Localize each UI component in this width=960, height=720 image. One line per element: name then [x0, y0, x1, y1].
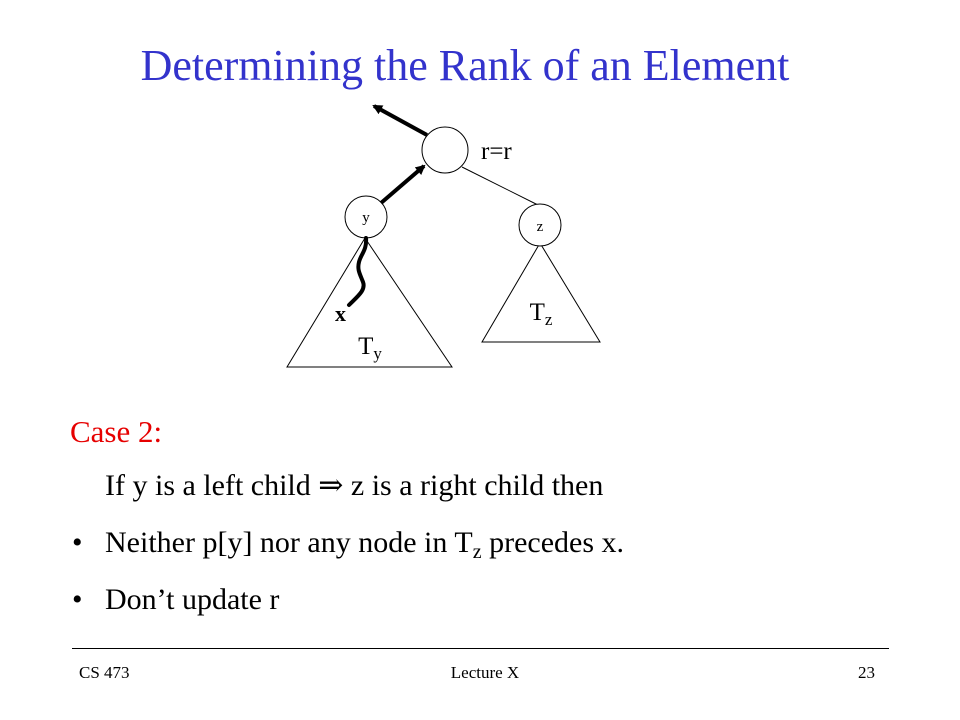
- subtree-z-label: $T_z$: [529, 299, 553, 329]
- x-label: x: [335, 301, 346, 326]
- path-x-to-y: [349, 238, 366, 305]
- subtree-y-label: $T_y$: [358, 333, 382, 363]
- node-y-label: y: [362, 210, 370, 226]
- footer-lecture: Lecture X: [450, 663, 520, 682]
- arrow-root-to-parent: [374, 106, 427, 135]
- bullet-marker-1: •: [72, 526, 83, 559]
- subtree-triangle-z: [482, 243, 600, 342]
- condition-line: If y is a left child ⇒ z is a right child then: [105, 469, 604, 502]
- root-node: [422, 127, 468, 173]
- bullet-item-1: Neither p[y] nor any node in $T_z$ precedes x.: [105, 526, 625, 563]
- node-z-label: z: [536, 219, 544, 235]
- footer-divider: [72, 648, 889, 649]
- bullet-marker-2: •: [72, 583, 83, 616]
- edge-root-to-z: [462, 167, 538, 205]
- bullet-item-2: Don’t update r: [105, 583, 280, 616]
- slide-title: Determining the Rank of an Element: [140, 41, 790, 90]
- footer-page-number: 23: [858, 663, 875, 682]
- footer-course: CS 473: [79, 663, 130, 682]
- case-heading: Case 2:: [70, 414, 163, 449]
- root-annotation: r=r: [481, 138, 512, 165]
- arrow-y-to-root: [381, 166, 424, 203]
